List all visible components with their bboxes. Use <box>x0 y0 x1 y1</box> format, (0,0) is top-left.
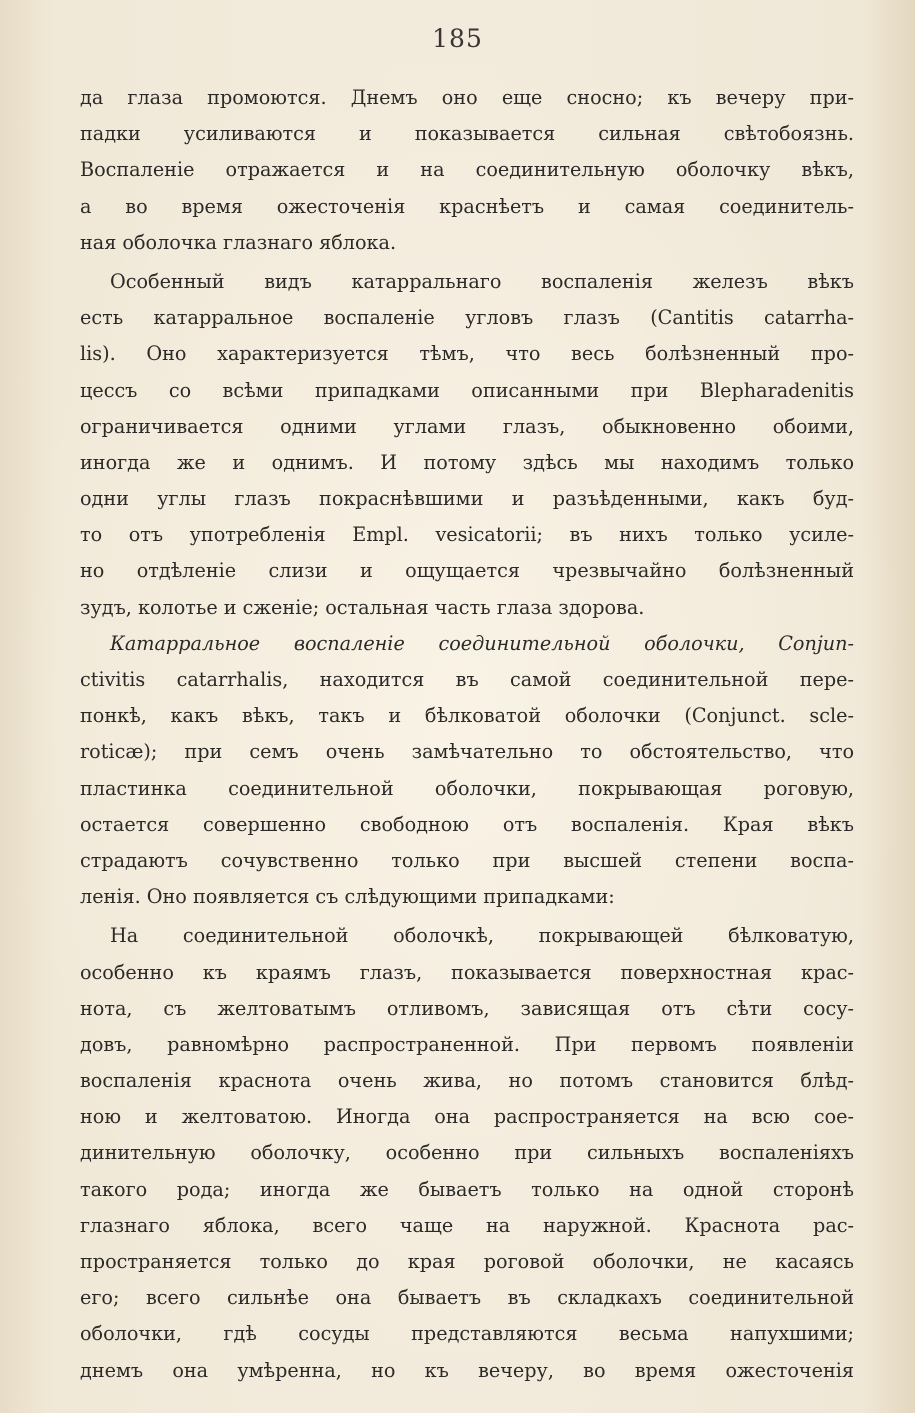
text-line: lis). Оно характеризуется тѣмъ, что весь болѣзненный про- <box>80 342 854 366</box>
text-line: такого рода; иногда же бываетъ только на одной сторонѣ <box>80 1177 854 1201</box>
text-line: Воспаленіе отражается и на соединительную оболочку вѣкъ, <box>80 158 854 182</box>
text-line: особенно къ краямъ глазъ, показывается поверхностная крас- <box>80 960 854 984</box>
text-line: roticæ); при семъ очень замѣчательно то обстоятельство, что <box>80 740 854 764</box>
text-line: ctivitis catarrhalis, находится въ самой соединительной пере- <box>80 668 854 691</box>
text-line: цессъ со всѣми припадками описанными при Blepharadenitis <box>80 378 854 402</box>
text-line: страдаютъ сочувственно только при высшей степени воспа- <box>80 848 854 872</box>
text-line: ограничивается одними углами глазъ, обыкновенно обоими, <box>80 414 854 438</box>
text-line: его; всего сильнѣе она бываетъ въ складкахъ соединительной <box>80 1286 854 1310</box>
text-line: понкѣ, какъ вѣкъ, такъ и бѣлковатой оболочки (Conjunct. scle- <box>80 704 854 728</box>
text-line: ною и желтоватою. Иногда она распространяется на всю сое- <box>80 1105 854 1129</box>
text-line: нота, съ желтоватымъ отливомъ, зависящая отъ сѣти сосу- <box>80 996 854 1020</box>
text-line: оболочки, гдѣ сосуды представляются весьма напухшими; <box>80 1322 854 1346</box>
text-line: то отъ употребленія Empl. vesicatorii; въ нихъ только усиле- <box>80 523 854 547</box>
text-line: падки усиливаются и показывается сильная свѣтобоязнь. <box>80 122 854 146</box>
text-line: На соединительной оболочкѣ, покрывающей бѣлковатую, <box>110 924 854 948</box>
text-line: да глаза промоются. Днемъ оно еще сносно; къ вечеру при- <box>80 86 854 109</box>
text-line: воспаленія краснота очень жива, но потомъ становится блѣд- <box>80 1069 854 1093</box>
text-line: но отдѣленіе слизи и ощущается чрезвычайно болѣзненный <box>80 559 854 583</box>
text-line: днемъ она умѣренна, но къ вечеру, во время ожесточенія <box>80 1358 854 1382</box>
text-line: иногда же и однимъ. И потому здѣсь мы находимъ только <box>80 450 854 474</box>
text-line: пространяется только до края роговой оболочки, не касаясь <box>80 1250 854 1273</box>
text-line: ленія. Оно появляется съ слѣдующими припадками: <box>80 885 615 909</box>
text-line: одни углы глазъ покраснѣвшими и разъѣденными, какъ буд- <box>80 487 854 511</box>
text-line: есть катарральное воспаленіе угловъ глазъ (Cantitis catarrha- <box>80 306 854 330</box>
text-line: ная оболочка глазнаго яблока. <box>80 230 397 254</box>
text-line: пластинка соединительной оболочки, покрывающая роговую, <box>80 776 854 800</box>
text-line: глазнаго яблока, всего чаще на наружной. Краснота рас- <box>80 1213 854 1237</box>
text-line: Катарральное воспаленіе соединительной оболочки, Conjun- <box>110 631 854 655</box>
text-line: остается совершенно свободною отъ воспаленія. Края вѣкъ <box>80 812 854 836</box>
text-line: довъ, равномѣрно распространенной. При первомъ появленіи <box>80 1032 854 1056</box>
text-line: Особенный видъ катарральнаго воспаленія железъ вѣкъ <box>110 269 854 293</box>
page-number: 185 <box>432 24 483 53</box>
page-text <box>80 80 854 1389</box>
text-line: зудъ, колотье и сженіе; остальная часть глаза здорова. <box>80 595 645 619</box>
text-line: динительную оболочку, особенно при сильныхъ воспаленіяхъ <box>80 1141 854 1165</box>
text-line: а во время ожесточенія краснѣетъ и самая соединитель- <box>80 194 854 218</box>
